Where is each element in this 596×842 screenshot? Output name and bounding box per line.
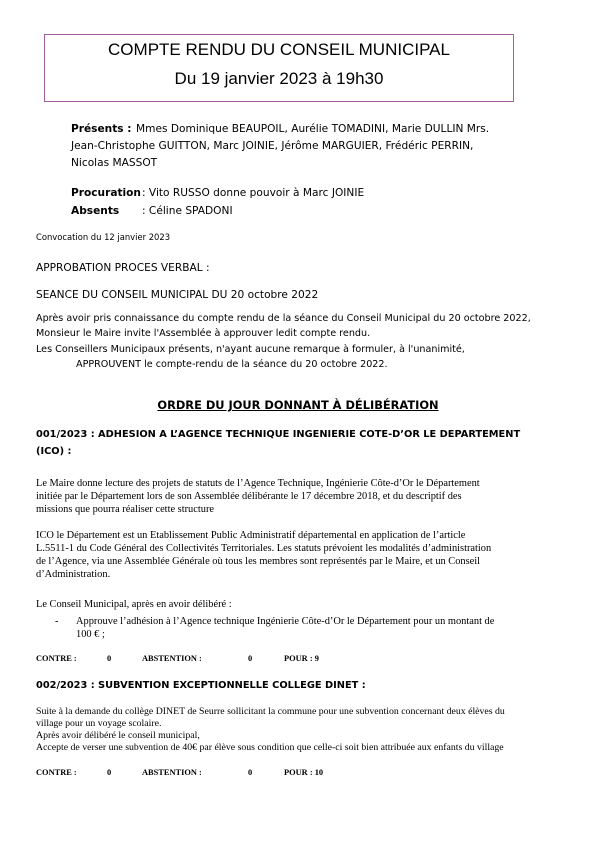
- item2-vote-contre-value: 0: [107, 768, 112, 777]
- convocation-date: Convocation du 12 janvier 2023: [36, 232, 171, 242]
- item2-line-3: Après avoir délibéré le conseil municipal,: [36, 730, 200, 741]
- approval-session: SEANCE DU CONSEIL MUNICIPAL DU 20 octobre 2022: [36, 289, 319, 301]
- proxy-label: Procuration: [71, 187, 141, 199]
- agenda-title: ORDRE DU JOUR DONNANT À DÉLIBÉRATION: [157, 398, 439, 412]
- item1-vote-contre-label: CONTRE :: [36, 654, 77, 663]
- item2-vote-contre-label: CONTRE :: [36, 768, 77, 777]
- present-line-2: Jean-Christophe GUITTON, Marc JOINIE, Jérôme MARGUIER, Frédéric PERRIN,: [71, 140, 474, 152]
- item1-vote-pour: POUR : 9: [284, 654, 319, 663]
- item1-title-line-1: 001/2023 : ADHESION A L’AGENCE TECHNIQUE INGENIERIE COTE-D’OR LE DEPARTEMENT: [36, 429, 521, 440]
- item1-vote-abstention-label: ABSTENTION :: [142, 654, 202, 663]
- item1-p1-line-3: missions que pourra réaliser cette structure: [36, 504, 215, 515]
- item1-p1-line-2: initiée par le Département lors de son Assemblée délibérante le 17 décembre 2018, et du descriptif des: [36, 491, 462, 502]
- item1-title-line-2: (ICO) :: [36, 446, 72, 457]
- absent-label: Absents: [71, 205, 120, 217]
- item1-bullet-line-2: 100 € ;: [76, 629, 105, 640]
- item2-title: 002/2023 : SUBVENTION EXCEPTIONNELLE COLLEGE DINET :: [36, 680, 366, 691]
- present-label: Présents :: [71, 123, 132, 135]
- item1-vote-contre-value: 0: [107, 654, 112, 663]
- approval-line-2: Monsieur le Maire invite l'Assemblée à approuver ledit compte rendu.: [36, 328, 371, 339]
- present-line-1: Mmes Dominique BEAUPOIL, Aurélie TOMADINI, Marie DULLIN Mrs.: [136, 123, 490, 135]
- approval-line-1: Après avoir pris connaissance du compte rendu de la séance du Conseil Municipal du 20 octobre 2022,: [36, 313, 531, 324]
- item1-vote-abstention-value: 0: [248, 654, 253, 663]
- document-title: COMPTE RENDU DU CONSEIL MUNICIPAL: [108, 40, 450, 59]
- item2-vote-abstention-label: ABSTENTION :: [142, 768, 202, 777]
- present-line-3: Nicolas MASSOT: [71, 157, 158, 169]
- approval-line-4: APPROUVENT le compte-rendu de la séance du 20 octobre 2022.: [76, 359, 388, 370]
- item1-p2-line-1: ICO le Département est un Etablissement Public Administratif départemental en application de l’article: [36, 530, 466, 541]
- item1-p2-line-2: L.5511-1 du Code Général des Collectivités Territoriales. Les statuts prévoient les modalités d’administration: [36, 543, 492, 554]
- approval-line-3: Les Conseillers Municipaux présents, n'ayant aucune remarque à formuler, à l'unanimité,: [36, 344, 465, 355]
- item2-vote-abstention-value: 0: [248, 768, 253, 777]
- item2-line-1: Suite à la demande du collège DINET de Seurre sollicitant la commune pour une subvention concernant deux élèves du: [36, 706, 505, 717]
- item1-p2-line-4: d’Administration.: [36, 569, 111, 580]
- item1-decision-intro: Le Conseil Municipal, après en avoir délibéré :: [36, 599, 232, 610]
- meeting-date: Du 19 janvier 2023 à 19h30: [174, 69, 384, 88]
- item1-bullet-line-1: Approuve l’adhésion à l’Agence technique Ingénierie Côte-d’Or le Département pour un montant de: [76, 616, 495, 627]
- proxy-value: : Vito RUSSO donne pouvoir à Marc JOINIE: [142, 187, 365, 199]
- absent-value: : Céline SPADONI: [142, 205, 233, 217]
- item2-line-4: Accepte de verser une subvention de 40€ par élève sous condition que celle-ci soit bien attribuée aux enfants du village: [36, 742, 504, 753]
- item2-line-2: village pour un voyage scolaire.: [36, 718, 162, 729]
- approval-heading: APPROBATION PROCES VERBAL :: [36, 262, 210, 274]
- item1-p1-line-1: Le Maire donne lecture des projets de statuts de l’Agence Technique, Ingénierie Côte-d’Or le Département: [36, 478, 480, 489]
- bullet-dash: -: [55, 616, 59, 627]
- item1-p2-line-3: de l’Agence, via une Assemblée Générale où tous les membres sont représentés par le Maire, et un Conseil: [36, 556, 481, 567]
- title-box: [44, 34, 514, 102]
- item2-vote-pour: POUR : 10: [284, 768, 324, 777]
